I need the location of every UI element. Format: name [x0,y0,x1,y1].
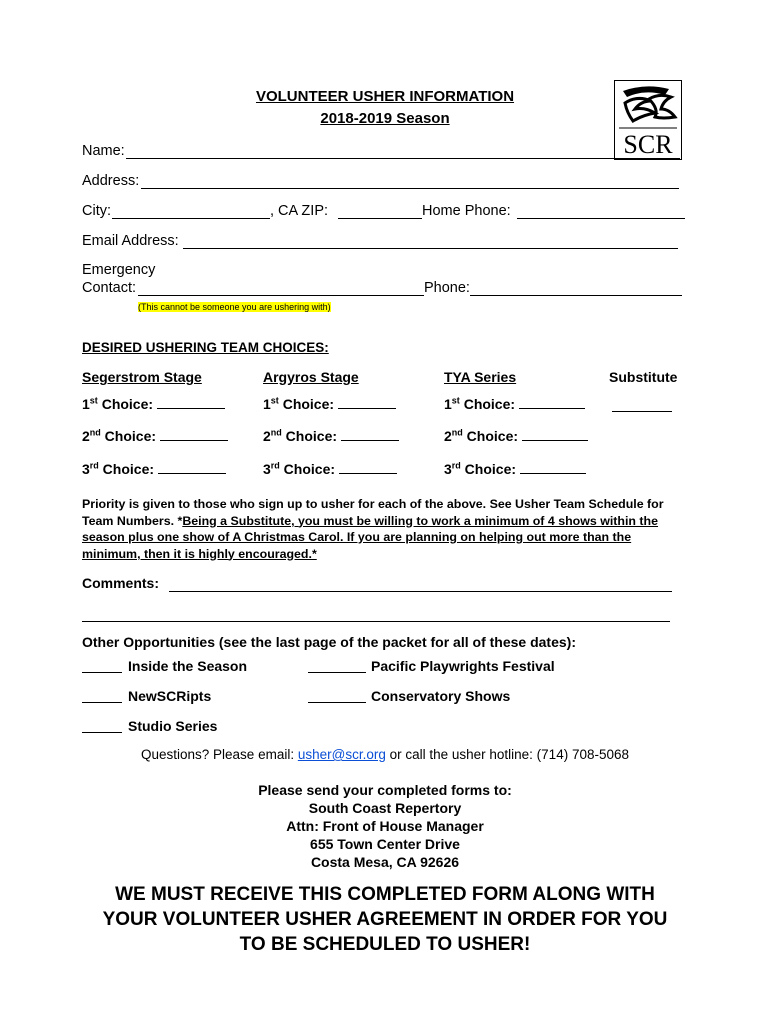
emergency-contact-field[interactable] [138,295,424,296]
comments-label: Comments: [82,575,160,591]
scr-logo [614,80,682,160]
home-phone-label: Home Phone: [422,203,511,219]
inside-season-label: Inside the Season [128,658,248,674]
address-label: Address: [82,173,140,189]
segerstrom-choice-2[interactable]: 2nd Choice: [82,428,228,444]
season-subtitle: 2018-2019 Season [320,110,450,127]
usher-email-link[interactable]: usher@scr.org [297,747,386,762]
city-label: City: [82,203,111,219]
city-field[interactable] [112,218,270,219]
home-phone-field[interactable] [517,218,685,219]
argyros-choice-3[interactable]: 3rd Choice: [263,461,397,477]
footer-warning-line-2: YOUR VOLUNTEER USHER AGREEMENT IN ORDER FOR YOU [102,909,668,930]
send-to-attn: Attn: Front of House Manager [286,818,484,834]
footer-warning-line-1: WE MUST RECEIVE THIS COMPLETED FORM ALONG WITH [115,884,655,905]
conservatory-label: Conservatory Shows [371,688,511,704]
conservatory-checkbox[interactable] [308,702,366,703]
send-to-heading: Please send your completed forms to: [258,782,512,798]
send-to-city: Costa Mesa, CA 92626 [310,854,460,870]
studio-series-checkbox[interactable] [82,732,122,733]
email-label: Email Address: [82,233,179,249]
substitute-field[interactable] [612,411,672,412]
newscripts-label: NewSCRipts [128,688,212,704]
svg-text:SCR: SCR [623,130,673,159]
zip-field[interactable] [338,218,422,219]
zip-label: , CA ZIP: [270,203,329,219]
name-field[interactable] [126,158,680,159]
form-title: VOLUNTEER USHER INFORMATION [255,88,515,105]
col-tya: TYA Series [444,369,517,385]
tya-choice-1[interactable]: 1st Choice: [444,396,585,412]
send-to-org: South Coast Repertory [308,800,462,816]
footer-warning-line-3: TO BE SCHEDULED TO USHER! [239,934,531,955]
argyros-choice-1[interactable]: 1st Choice: [263,396,396,412]
emergency-phone-label: Phone: [424,280,470,296]
studio-series-label: Studio Series [128,718,218,734]
comments-field-line-1[interactable] [169,591,672,592]
ppf-checkbox[interactable] [308,672,366,673]
address-field[interactable] [141,188,679,189]
emergency-phone-field[interactable] [470,295,682,296]
col-substitute: Substitute [609,369,678,385]
contact-label: Contact: [82,280,136,296]
name-label: Name: [82,143,125,159]
newscripts-checkbox[interactable] [82,702,122,703]
scr-logo-icon [615,81,681,159]
inside-season-checkbox[interactable] [82,672,122,673]
priority-note: Priority is given to those who sign up to usher for each of the above. See Usher Team Schedule for Team Numbers. *Being a Substitute, you must be willing to work a minimum of 4 shows within the season plus one show of A Christmas Carol. If you are planning on helping out more than the minimum, then it is highly encouraged.* [82,497,664,561]
questions-line: Questions? Please email: usher@scr.org or call the usher hotline: (714) 708-5068 [141,747,629,762]
emergency-label: Emergency [82,262,156,278]
opportunities-heading: Other Opportunities (see the last page of the packet for all of these dates): [82,634,576,650]
tya-choice-3[interactable]: 3rd Choice: [444,461,586,477]
col-segerstrom: Segerstrom Stage [82,369,202,385]
comments-field-line-2[interactable] [82,621,670,622]
col-argyros: Argyros Stage [263,369,359,385]
argyros-choice-2[interactable]: 2nd Choice: [263,428,399,444]
team-heading: DESIRED USHERING TEAM CHOICES: [82,340,329,355]
email-field[interactable] [183,248,678,249]
emergency-note: (This cannot be someone you are ushering with) [138,302,331,312]
send-to-street: 655 Town Center Drive [310,836,460,852]
segerstrom-choice-3[interactable]: 3rd Choice: [82,461,226,477]
segerstrom-choice-1[interactable]: 1st Choice: [82,396,225,412]
ppf-label: Pacific Playwrights Festival [371,658,555,674]
tya-choice-2[interactable]: 2nd Choice: [444,428,588,444]
